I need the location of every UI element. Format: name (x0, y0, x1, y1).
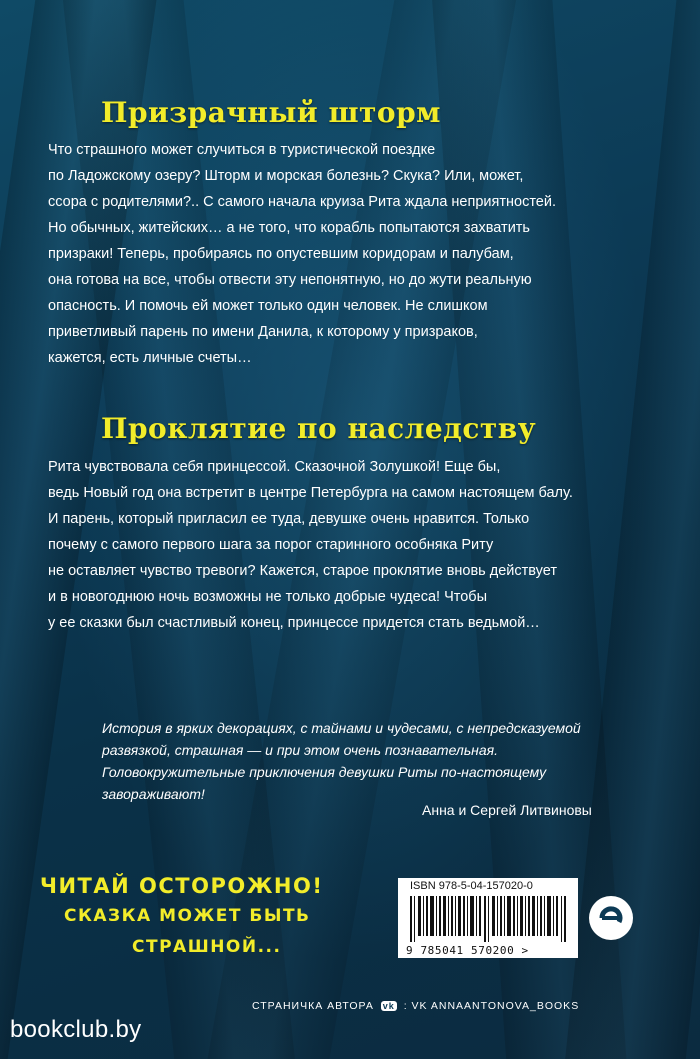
author-page-label: СТРАНИЧКА АВТОРА (252, 1000, 374, 1012)
quote-author: Анна и Сергей Литвиновы (422, 802, 592, 818)
author-page-handle: : VK ANNAANTONOVA_BOOKS (403, 1000, 580, 1012)
annotation-line: кажется, есть личные счеты… (48, 350, 252, 366)
annotation-line: призраки! Теперь, пробираясь по опустевшим коридорам и палубам, (48, 246, 514, 262)
warning-line-2: СКАЗКА МОЖЕТ БЫТЬ (64, 906, 311, 926)
annotation-line: приветливый парень по имени Данила, к которому у призраков, (48, 324, 478, 340)
warning-line-1: ЧИТАЙ ОСТОРОЖНО! (40, 874, 324, 898)
annotation-line: Рита чувствовала себя принцессой. Сказочной Золушкой! Еще бы, (48, 459, 501, 475)
quote-line: завораживают! (102, 786, 205, 802)
story-title-1: Призрачный шторм (101, 96, 441, 129)
story-title-2: Проклятие по наследству (101, 412, 537, 445)
quote-line: История в ярких декорациях, с тайнами и чудесами, с непредсказуемой (102, 720, 581, 736)
annotation-line: ведь Новый год она встретит в центре Петербурга на самом настоящем балу. (48, 485, 573, 501)
quote-line: Головокружительные приключения девушки Риты по-настоящему (102, 764, 547, 780)
barcode-icon (410, 896, 570, 942)
author-page-line (252, 1000, 579, 1012)
vk-icon: vk (382, 1001, 395, 1011)
warning-line-3: СТРАШНОЙ... (132, 937, 282, 957)
quote-line: развязкой, страшная — и при этом очень познавательная. (102, 742, 499, 758)
annotation-line: почему с самого первого шага за порог старинного особняка Риту (48, 537, 494, 553)
review-quote (102, 717, 662, 805)
story-annotation-2 (48, 454, 648, 636)
annotation-line: опасность. И помочь ей может только один человек. Не слишком (48, 298, 488, 314)
annotation-line: и в новогоднюю ночь возможны не только добрые чудеса! Чтобы (48, 589, 488, 605)
ean-digits: 9 785041 570200 > (406, 944, 529, 957)
publisher-logo-icon (588, 895, 634, 941)
annotation-line: она готова на все, чтобы отвести эту непонятную, но до жути реальную (48, 272, 532, 288)
site-watermark: bookclub.by (10, 1016, 142, 1043)
annotation-line: у ее сказки был счастливый конец, принцессе придется стать ведьмой… (48, 615, 540, 631)
annotation-line: ссора с родителями?.. С самого начала круиза Рита ждала неприятностей. (48, 194, 556, 210)
annotation-line: И парень, который пригласил ее туда, девушке очень нравится. Только (48, 511, 530, 527)
isbn-label: ISBN 978-5-04-157020-0 (410, 880, 533, 892)
annotation-line: Но обычных, житейских… а не того, что корабль попытаются захватить (48, 220, 530, 236)
annotation-line: не оставляет чувство тревоги? Кажется, старое проклятие вновь действует (48, 563, 557, 579)
annotation-line: по Ладожскому озеру? Шторм и морская болезнь? Скука? Или, может, (48, 168, 524, 184)
story-annotation-1 (48, 137, 648, 371)
annotation-line: Что страшного может случиться в туристической поездке (48, 142, 436, 158)
